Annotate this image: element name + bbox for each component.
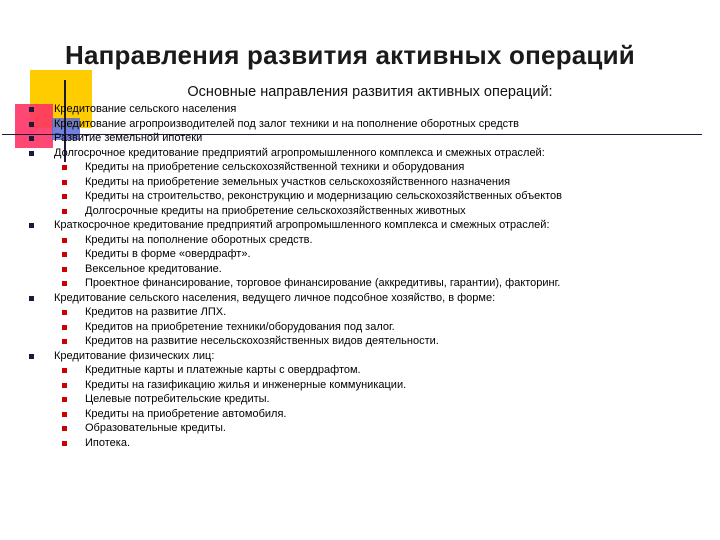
bullet-square-icon (62, 397, 67, 402)
list-item-text: Краткосрочное кредитование предприятий агропромышленного комплекса и смежных отраслей: (54, 219, 550, 231)
list-item-text: Проектное финансирование, торговое финансирование (аккредитивы, гарантии), факторинг. (85, 277, 561, 289)
list-item-text: Вексельное кредитование. (85, 262, 222, 275)
sub-list-item (0, 160, 720, 175)
sub-list-item (0, 363, 720, 378)
bullet-square-icon (62, 325, 67, 330)
list-item (0, 349, 720, 364)
list-item (0, 102, 720, 117)
list-item (0, 117, 720, 132)
list-item-text: Кредитные карты и платежные карты с овердрафтом. (85, 364, 361, 376)
list-item (0, 146, 720, 161)
sub-list-item (0, 378, 720, 393)
bullet-square-icon (62, 209, 67, 214)
list-item-text: Кредитов на развитие несельскохозяйственных видов деятельности. (85, 335, 439, 347)
list-item-text: Кредитование агропроизводителей под залог техники и на пополнение оборотных средств (54, 117, 520, 130)
bullet-square-icon (62, 383, 67, 388)
sub-list-item (0, 247, 720, 262)
bullet-square-icon (29, 122, 34, 127)
bullet-square-icon (62, 441, 67, 446)
list-item-text: Кредиты на приобретение земельных участков сельскохозяйственного назначения (85, 175, 511, 188)
bullet-square-icon (62, 339, 67, 344)
list-item-text: Кредиты на строительство, реконструкцию и модернизацию сельскохозяйственных объектов (85, 190, 563, 202)
bullet-square-icon (29, 151, 34, 156)
bullet-square-icon (62, 281, 67, 286)
bullet-square-icon (29, 354, 34, 359)
sub-list-item (0, 392, 720, 407)
list-item-text: Целевые потребительские кредиты. (85, 393, 270, 405)
list-item-text: Кредитование сельского населения, ведущего личное подсобное хозяйство, в форме: (54, 291, 496, 304)
bullet-square-icon (62, 252, 67, 257)
sub-list-item (0, 204, 720, 219)
list-item (0, 131, 720, 146)
list-item-text: Ипотека. (85, 436, 130, 449)
sub-list-item (0, 189, 720, 204)
sub-list-item (0, 175, 720, 190)
list-item-text: Кредитование сельского населения (54, 103, 237, 115)
list-item-text: Образовательные кредиты. (85, 422, 226, 434)
list-item-text: Развитие земельной ипотеки (54, 132, 203, 144)
bullet-square-icon (62, 194, 67, 199)
list-item-text: Кредиты в форме «овердрафт». (85, 248, 251, 260)
list-item-text: Кредитование физических лиц: (54, 349, 215, 362)
bullet-square-icon (62, 180, 67, 185)
bullet-list (0, 102, 720, 450)
list-item-text: Кредиты на приобретение автомобиля. (85, 407, 287, 420)
bullet-square-icon (62, 267, 67, 272)
bullet-square-icon (29, 107, 34, 112)
bullet-square-icon (62, 238, 67, 243)
sub-list-item (0, 334, 720, 349)
list-item-text: Кредиты на приобретение сельскохозяйственной техники и оборудования (85, 161, 465, 173)
sub-list-item (0, 276, 720, 291)
bullet-square-icon (29, 223, 34, 228)
bullet-square-icon (62, 412, 67, 417)
list-item-text: Кредиты на пополнение оборотных средств. (85, 233, 313, 246)
sub-list-item (0, 233, 720, 248)
list-item-text: Кредитов на приобретение техники/оборудования под залог. (85, 320, 395, 333)
page-title: Направления развития активных операций (64, 40, 635, 70)
bullet-square-icon (62, 368, 67, 373)
list-item-text: Кредитов на развитие ЛПХ. (85, 306, 227, 318)
bullet-square-icon (62, 426, 67, 431)
list-item-text: Кредиты на газификацию жилья и инженерные коммуникации. (85, 378, 407, 391)
sub-list-item (0, 436, 720, 451)
sub-list-item (0, 407, 720, 422)
sub-list-item (0, 320, 720, 335)
list-item (0, 218, 720, 233)
sub-list-item (0, 262, 720, 277)
bullet-square-icon (29, 296, 34, 301)
bullet-square-icon (29, 136, 34, 141)
bullet-square-icon (62, 165, 67, 170)
list-item (0, 291, 720, 306)
bullet-square-icon (62, 310, 67, 315)
list-item-text: Долгосрочные кредиты на приобретение сельскохозяйственных животных (85, 204, 466, 217)
sub-list-item (0, 305, 720, 320)
page-subtitle: Основные направления развития активных операций: (187, 84, 553, 100)
sub-list-item (0, 421, 720, 436)
list-item-text: Долгосрочное кредитование предприятий агропромышленного комплекса и смежных отраслей: (54, 146, 545, 159)
